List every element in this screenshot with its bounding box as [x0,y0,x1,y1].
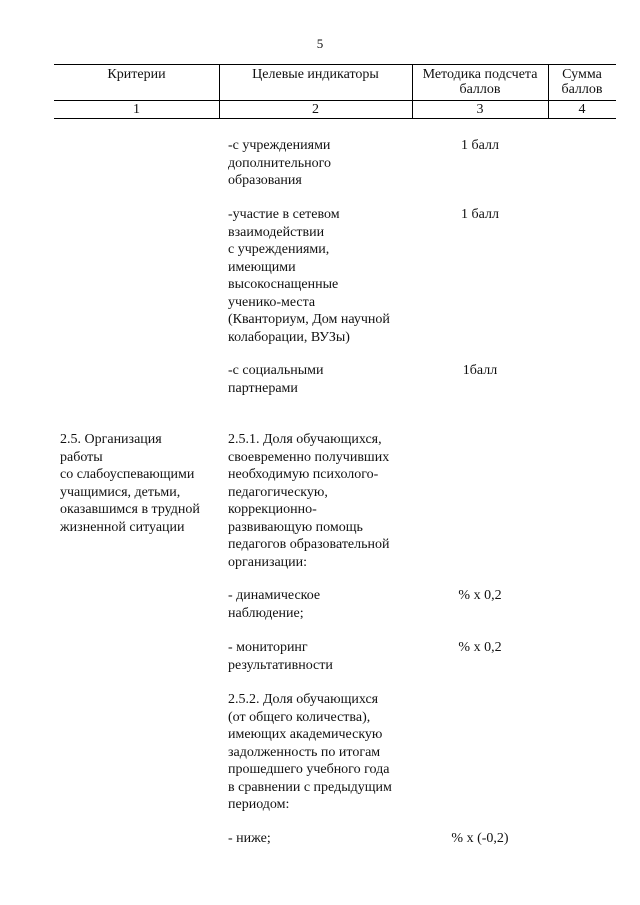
header-bottom-rule [54,100,616,101]
method-additional-education: 1 балл [461,138,499,153]
indicator-lower: - ниже; [228,831,271,846]
indicator-network-interaction: -участие в сетевом взаимодействии с учреждениями, имеющими высокоснащенные ученико-места (Кванториум, Дом научной колаборации, ВУЗы) [228,207,390,345]
column-number-4: 4 [578,102,586,117]
method-lower: % х (-0,2) [451,831,509,846]
header-method: Методика подсчета баллов [422,67,538,97]
column-number-3: 3 [476,102,484,117]
header-sum: Сумма баллов [561,67,603,97]
indicator-social-partners: -с социальными партнерами [228,363,324,396]
method-monitoring: % х 0,2 [458,640,502,655]
table-top-rule [54,64,616,65]
indicator-monitoring: - мониторинг результативности [228,640,333,673]
method-network-interaction: 1 балл [461,207,499,222]
method-dynamic-observation: % х 0,2 [458,588,502,603]
indicator-dynamic-observation: - динамическое наблюдение; [228,588,321,621]
column-number-1: 1 [133,102,140,117]
header-criteria: Критерии [107,67,166,82]
column-number-2: 2 [312,102,319,117]
indicator-additional-education: -с учреждениями дополнительного образования [228,138,331,188]
page-number: 5 [316,36,324,51]
column-number-rule [54,118,616,119]
header-indicators: Целевые индикаторы [252,67,379,82]
indicator-2-5-2: 2.5.2. Доля обучающихся (от общего количества), имеющих академическую задолженность по итогам прошедшего учебного года в сравнении с предыдущим периодом: [228,692,392,812]
criterion-2-5: 2.5. Организация работы со слабоуспевающими учащимися, детьми, оказавшимся в трудной жизненной ситуации [60,432,200,535]
indicator-2-5-1: 2.5.1. Доля обучающихся, своевременно получивших необходимую психолого- педагогическую, коррекционно- развивающую помощь педагогов образовательной организации: [228,432,390,570]
method-social-partners: 1балл [462,363,498,378]
